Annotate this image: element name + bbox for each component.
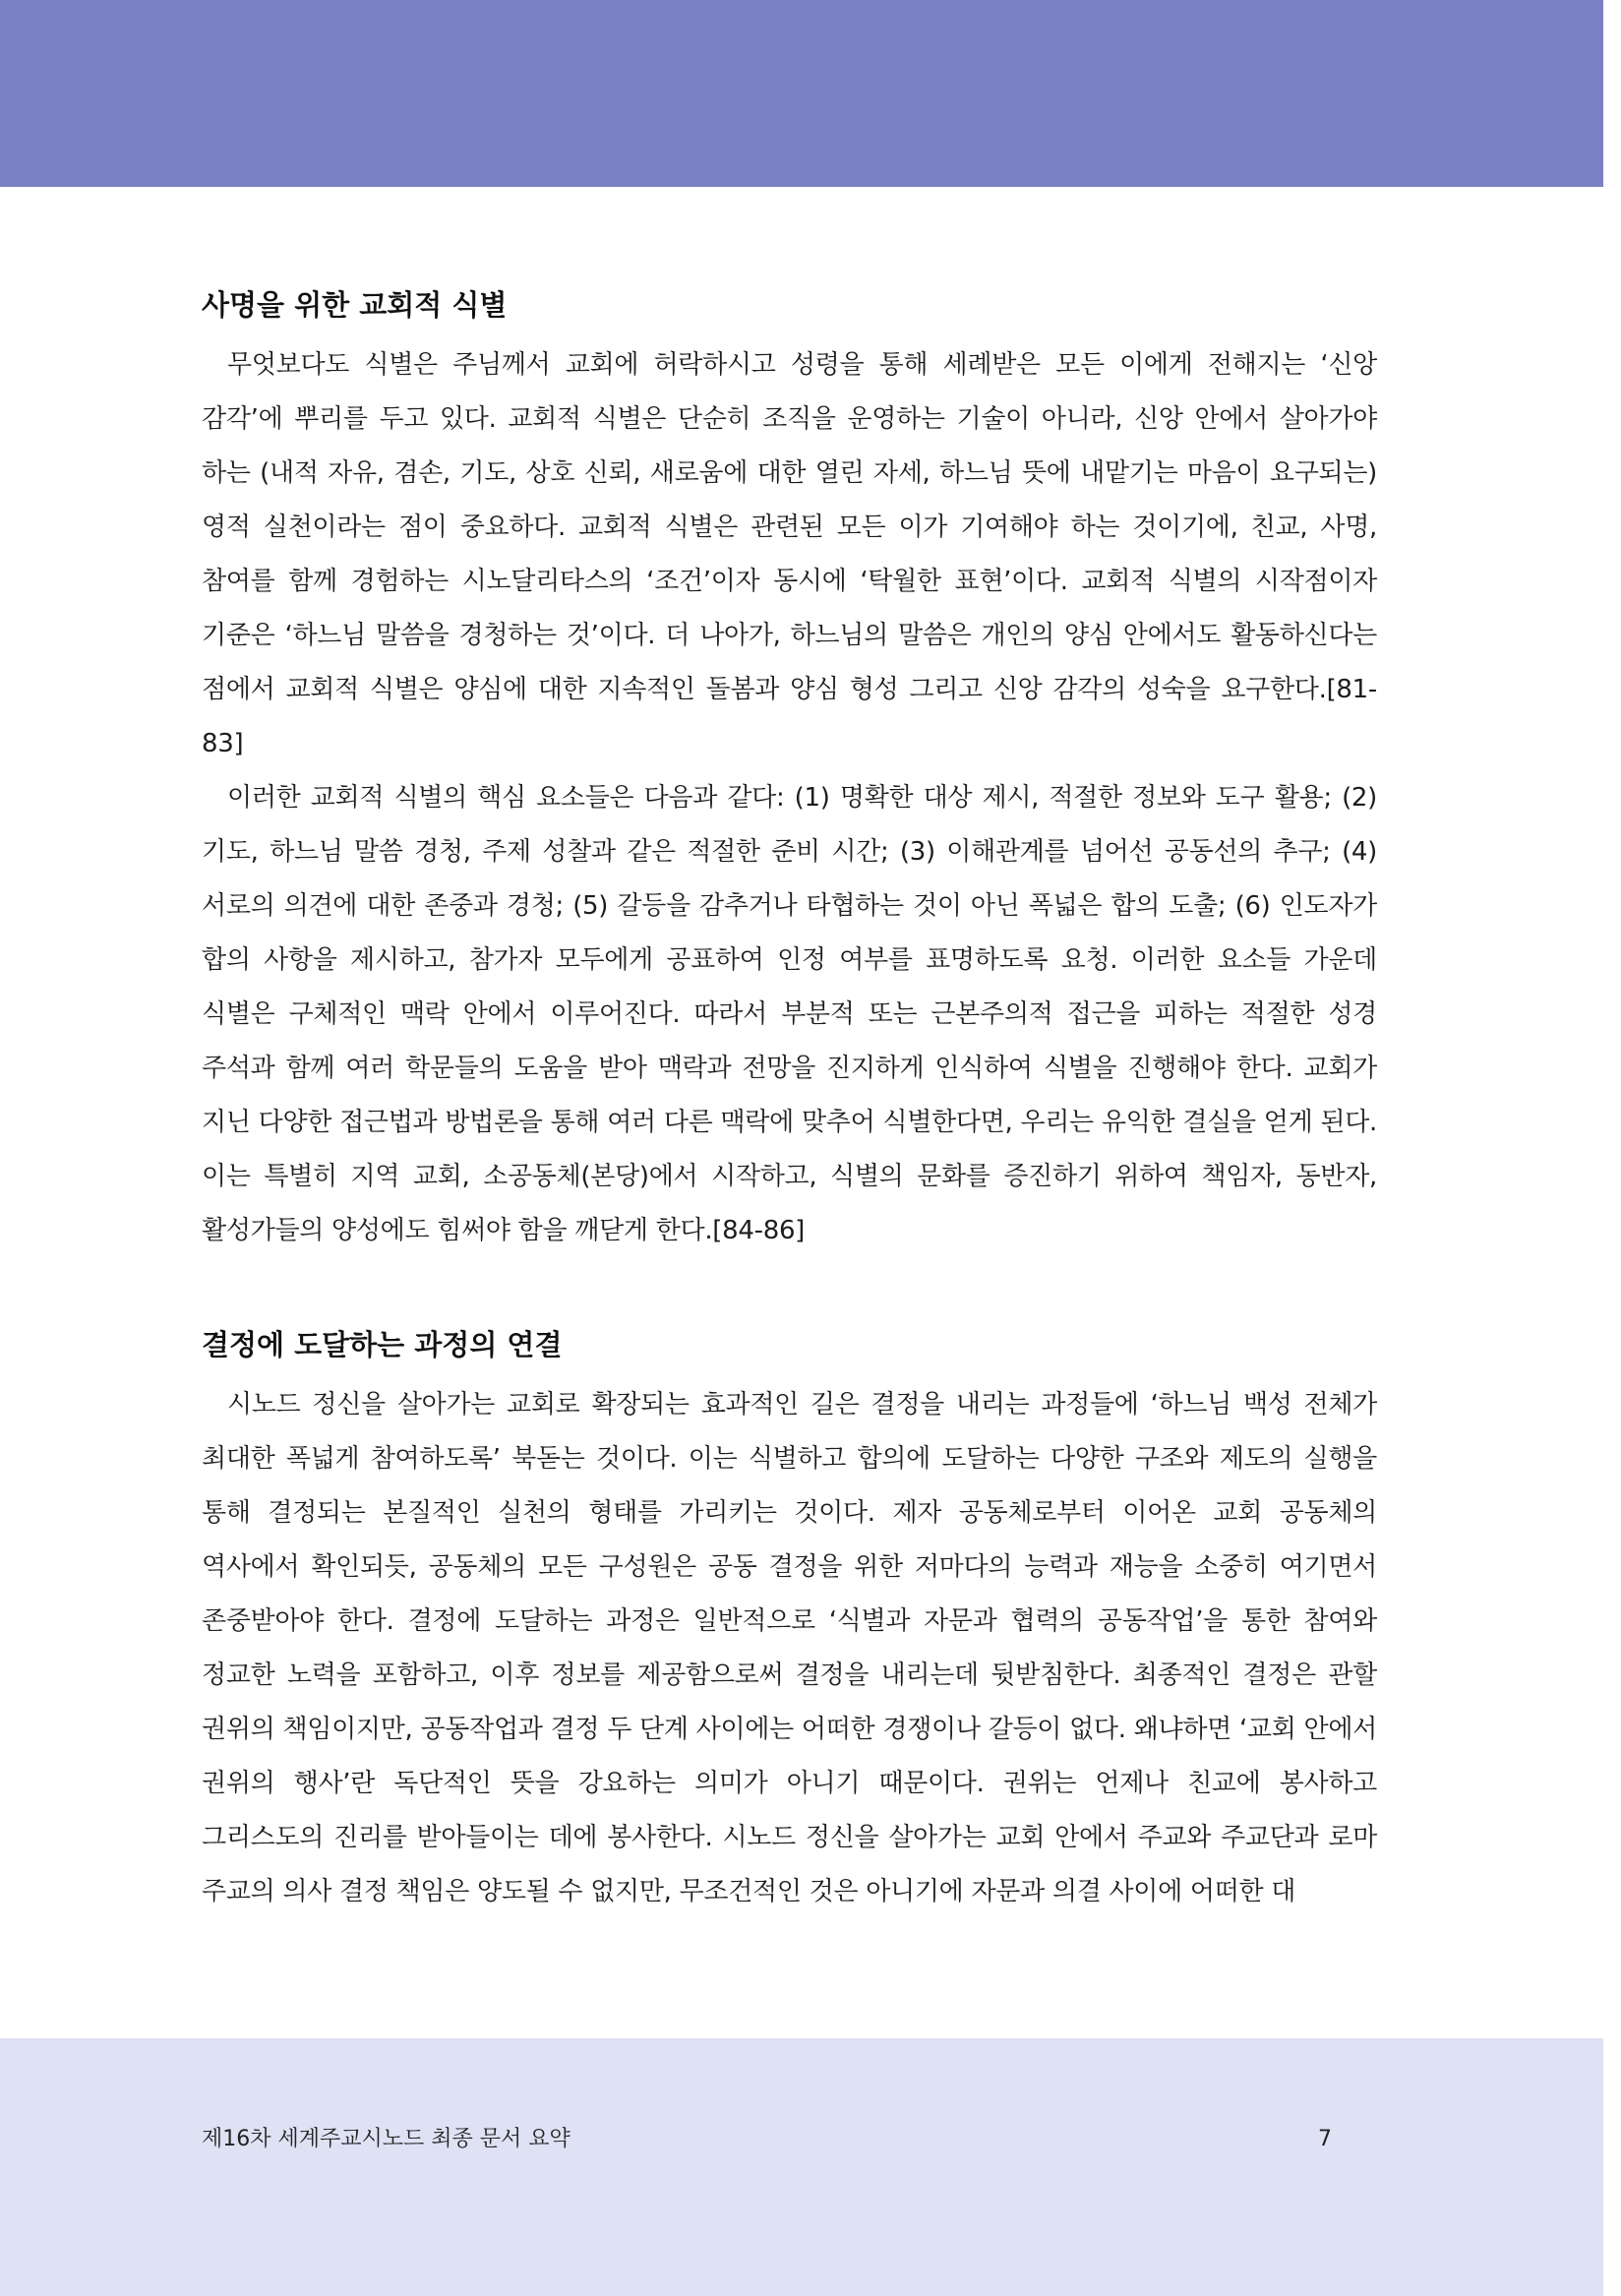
- body-paragraph: 시노드 정신을 살아가는 교회로 확장되는 효과적인 길은 결정을 내리는 과정들에 ‘하느님 백성 전체가 최대한 폭넓게 참여하도록’ 북돋는 것이다. 이는 식별하고 합의에 도달하는 다양한 구조와 제도의 실행을 통해 결정되는 본질적인 실천의 형태를 가리키는 것이다. 제자 공동체로부터 이어온 교회 공동체의 역사에서 확인되듯, 공동체의 모든 구성원은 공동 결정을 위한 저마다의 능력과 재능을 소중히 여기면서 존중받아야 한다. 결정에 도달하는 과정은 일반적으로 ‘식별과 자문과 협력의 공동작업’을 통한 참여와 정교한 노력을 포함하고, 이후 정보를 제공함으로써 결정을 내리는데 뒷받침한다. 최종적인 결정은 관할 권위의 책임이지만, 공동작업과 결정 두 단계 사이에는 어떠한 경쟁이나 갈등이 없다. 왜냐하면 ‘교회 안에서 권위의 행사’란 독단적인 뜻을 강요하는 의미가 아니기 때문이다. 권위는 언제나 친교에 봉사하고 그리스도의 진리를 받아들이는 데에 봉사한다. 시노드 정신을 살아가는 교회 안에서 주교와 주교단과 로마 주교의 의사 결정 책임은 양도될 수 없지만, 무조건적인 것은 아니기에 자문과 의결 사이에 어떠한 대: [202, 1390, 1377, 1906]
- footer-band: [0, 2038, 1603, 2296]
- section-heading: 결정에 도달하는 과정의 연결: [202, 1328, 563, 1361]
- body-paragraph: 이러한 교회적 식별의 핵심 요소들은 다음과 같다: (1) 명확한 대상 제시, 적절한 정보와 도구 활용; (2) 기도, 하느님 말씀 경청, 주제 성찰과 같은 적절한 준비 시간; (3) 이해관계를 넘어선 공동선의 추구; (4) 서로의 의견에 대한 존중과 경청; (5) 갈등을 감추거나 타협하는 것이 아닌 폭넓은 합의 도출; (6) 인도자가 합의 사항을 제시하고, 참가자 모두에게 공표하여 인정 여부를 표명하도록 요청. 이러한 요소들 가운데 식별은 구체적인 맥락 안에서 이루어진다. 따라서 부분적 또는 근본주의적 접근을 피하는 적절한 성경 주석과 함께 여러 학문들의 도움을 받아 맥락과 전망을 진지하게 인식하여 식별을 진행해야 한다. 교회가 지닌 다양한 접근법과 방법론을 통해 여러 다른 맥락에 맞추어 식별한다면, 우리는 유익한 결실을 얻게 된다. 이는 특별히 지역 교회, 소공동체(본당)에서 시작하고, 식별의 문화를 증진하기 위하여 책임자, 동반자, 활성가들의 양성에도 힘써야 함을 깨닫게 한다.[84-86]: [202, 783, 1377, 1245]
- header-band: [0, 0, 1603, 187]
- document-body: [202, 285, 1377, 1919]
- section-decision-making: [202, 1325, 1377, 1919]
- body-paragraph: 무엇보다도 식별은 주님께서 교회에 허락하시고 성령을 통해 세례받은 모든 이에게 전해지는 ‘신앙 감각’에 뿌리를 두고 있다. 교회적 식별은 단순히 조직을 운영하는 기술이 아니라, 신앙 안에서 살아가야 하는 (내적 자유, 겸손, 기도, 상호 신뢰, 새로움에 대한 열린 자세, 하느님 뜻에 내맡기는 마음이 요구되는) 영적 실천이라는 점이 중요하다. 교회적 식별은 관련된 모든 이가 기여해야 하는 것이기에, 친교, 사명, 참여를 함께 경험하는 시노달리타스의 ‘조건’이자 동시에 ‘탁월한 표현’이다. 교회적 식별의 시작점이자 기준은 ‘하느님 말씀을 경청하는 것’이다. 더 나아가, 하느님의 말씀은 개인의 양심 안에서도 활동하신다는 점에서 교회적 식별은 양심에 대한 지속적인 돌봄과 양심 형성 그리고 신앙 감각의 성숙을 요구한다.[81-83]: [202, 350, 1377, 758]
- page-number: 7: [1318, 2127, 1332, 2151]
- section-heading: 사명을 위한 교회적 식별: [202, 288, 508, 322]
- section-ecclesial-discernment: [202, 285, 1377, 1258]
- footer-document-title: 제16차 세계주교시노드 최종 문서 요약: [202, 2127, 570, 2151]
